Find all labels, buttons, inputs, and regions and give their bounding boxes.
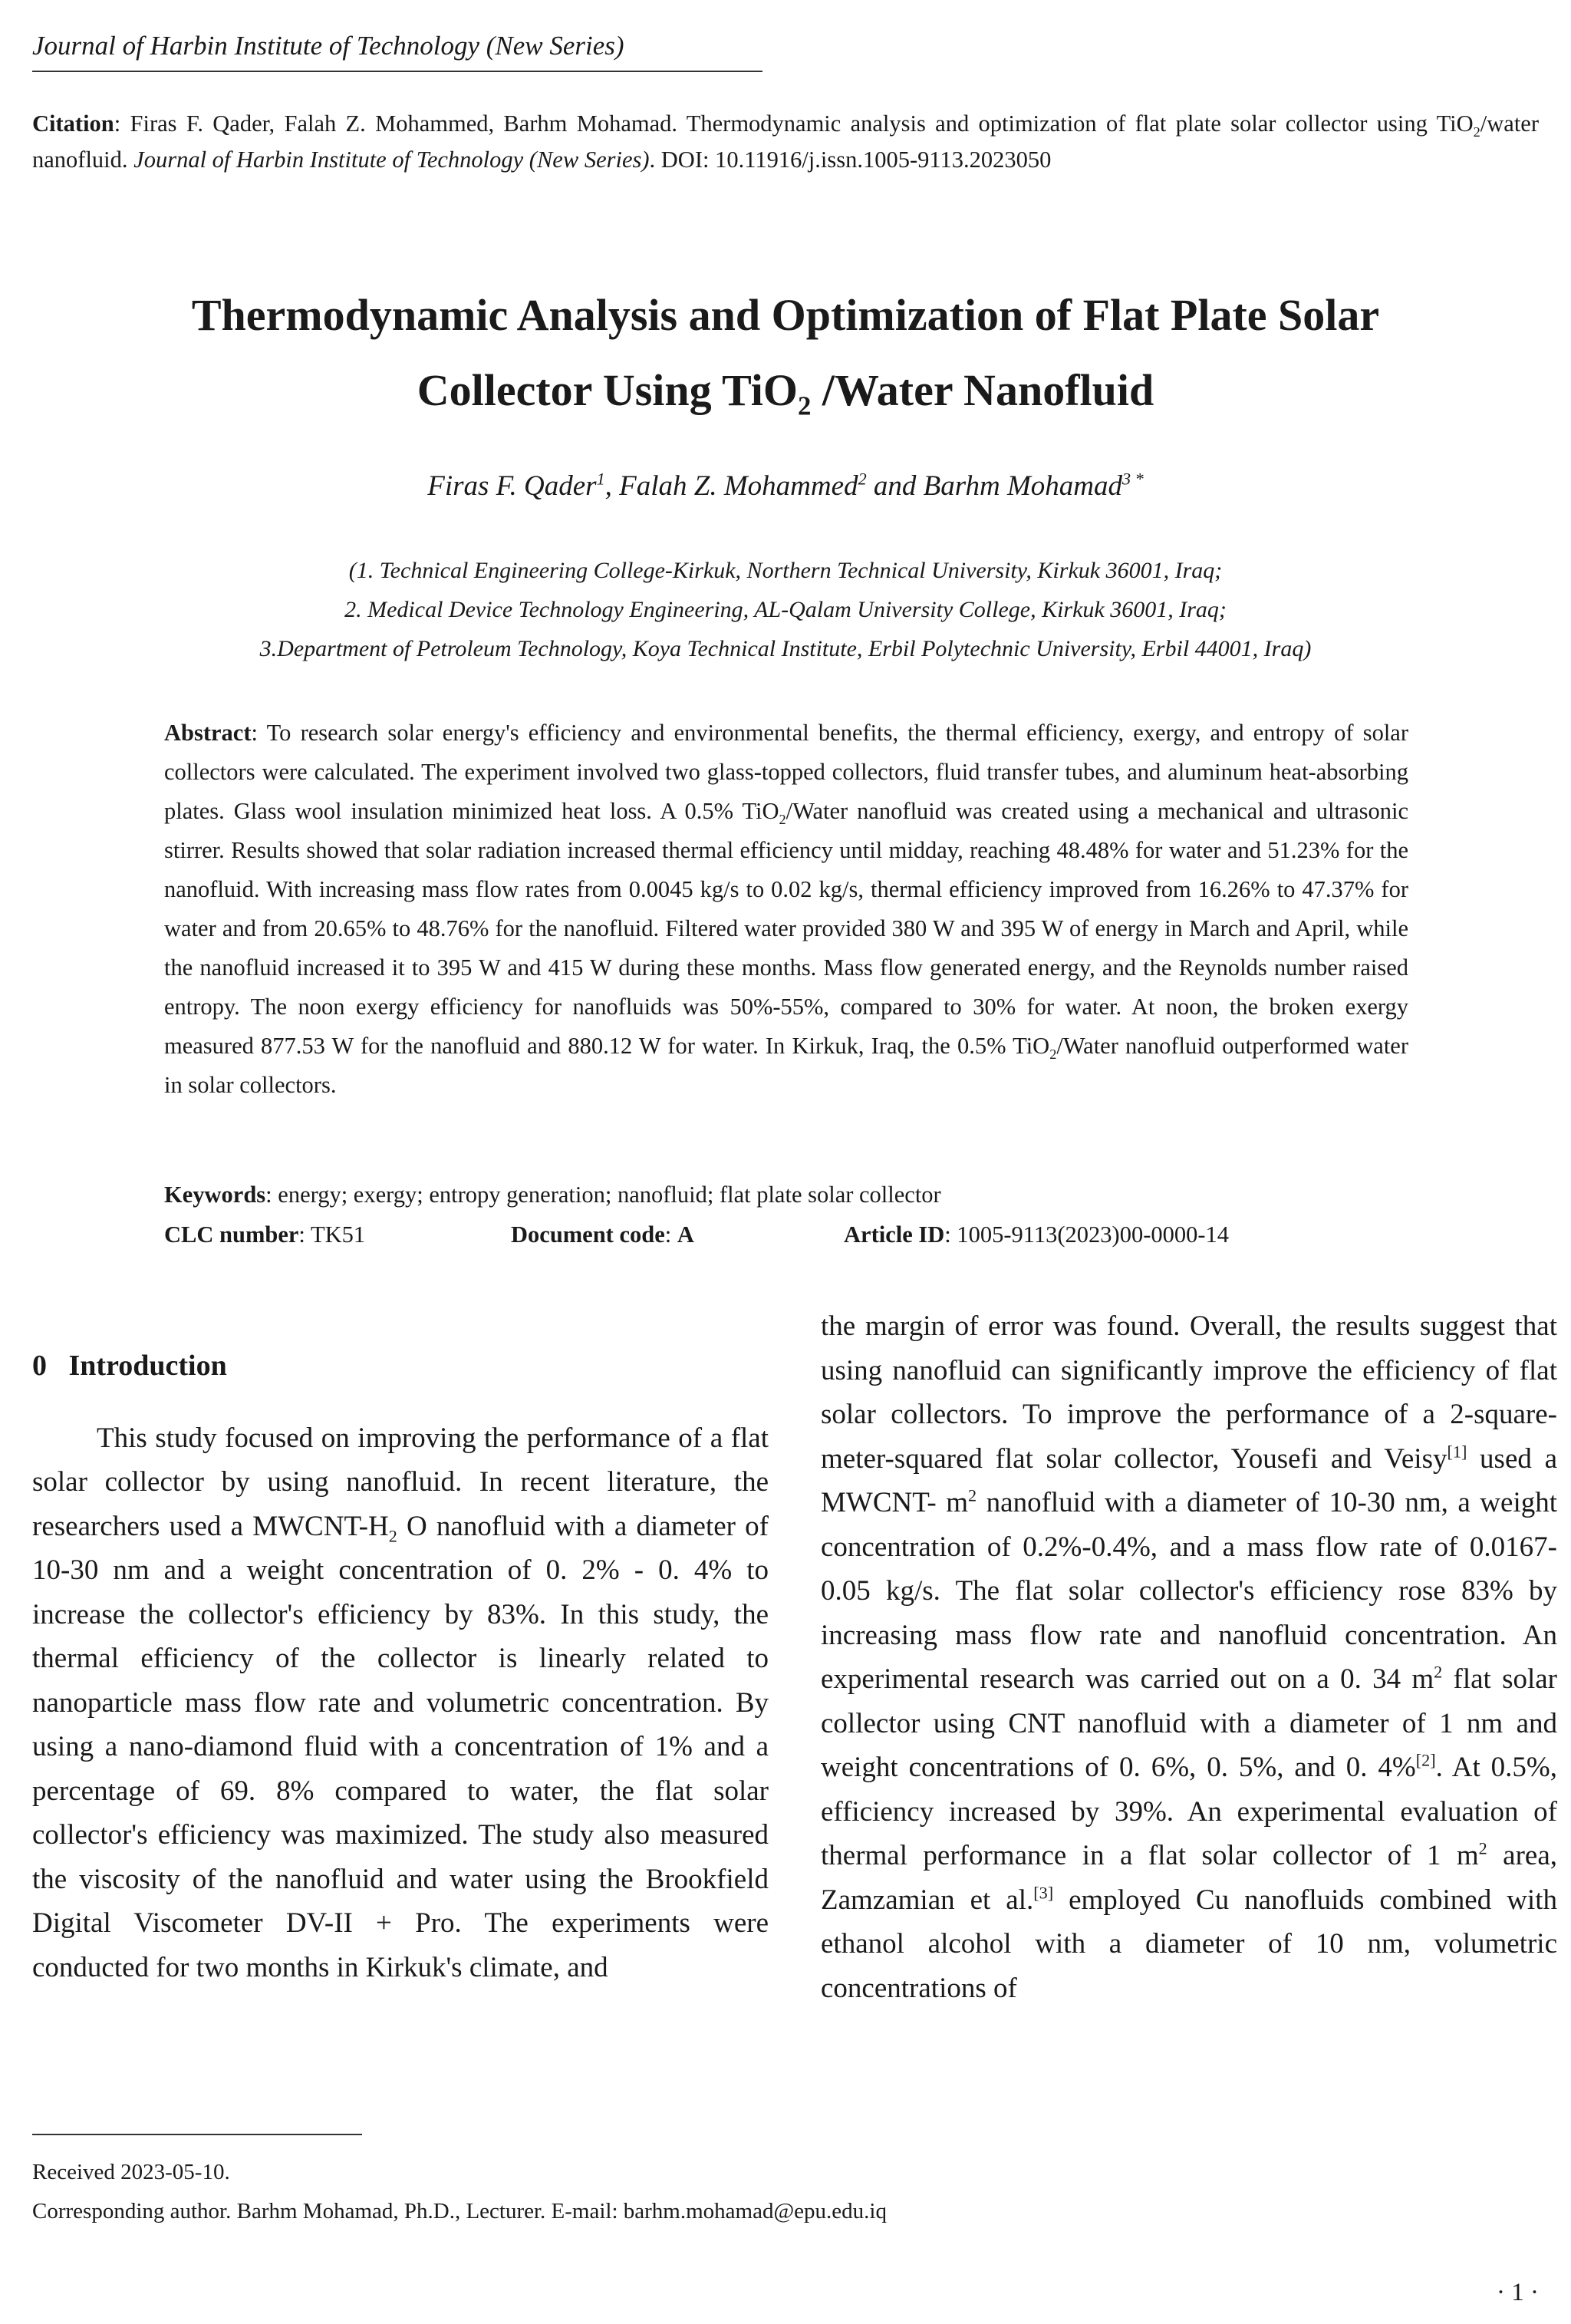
citation-ref: [3]: [1033, 1883, 1054, 1903]
author-name: Falah Z. Mohammed: [619, 470, 858, 502]
page-number: · 1 ·: [1497, 2279, 1539, 2306]
article-id: Article ID: 1005-9113(2023)00-0000-14: [844, 1221, 1230, 1248]
clc-number: CLC number: TK51: [164, 1221, 366, 1248]
author-list: Firas F. Qader$^1$, Falah Z. Mohammed$^2$ and Barhm Mohamad$^{3 *}$: [427, 469, 1144, 502]
citation-label: Citation: [32, 110, 114, 137]
corresponding-author: Corresponding author. Barhm Mohamad, Ph.D., Lecturer. E-mail: barhm.mohamad@epu.edu.iq: [32, 2199, 887, 2223]
abstract-label: Abstract: [164, 720, 252, 746]
citation-ref: [1]: [1447, 1442, 1467, 1462]
right-column: [821, 1304, 1557, 2010]
body-paragraph: This study focused on improving the performance of a flat solar collector by using nanofluid. In recent literature, the researchers used a MWCNT-$H_2$ O nanofluid with a diameter of 10-30 nm and a weight concentration of 0. 2% - 0. 4% to increase the collector's efficiency by 83%. In this study, the thermal efficiency of the collector is linearly related to nanoparticle mass flow rate and volumetric concentration. By using a nano-diamond fluid with a concentration of 1% and a percentage of 69. 8% compared to water, the flat solar collector's efficiency was maximized. The study also measured the viscosity of the nanofluid and water using the Brookfield Digital Viscometer DV-II + Pro. The experiments were conducted for two months in Kirkuk's climate, and: [32, 1422, 769, 1983]
abstract: Abstract: To research solar energy's efficiency and environmental benefits, the thermal efficiency, exergy, and entropy of solar collectors were calculated. The experiment involved two glass-topped collectors, fluid transfer tubes, and aluminum heat-absorbing plates. Glass wool insulation minimized heat loss. A 0.5% TiO$_2$/Water nanofluid was created using a mechanical and ultrasonic stirrer. Results showed that solar radiation increased thermal efficiency until midday, reaching 48.48% for water and 51.23% for the nanofluid. With increasing mass flow rates from 0.0045 kg/s to 0.02 kg/s, thermal efficiency improved from 16.26% to 47.37% for water and from 20.65% to 48.76% for the nanofluid. Filtered water provided 380 W and 395 W of energy in March and April, while the nanofluid increased it to 395 W and 415 W during these months. Mass flow generated energy, and the Reynolds number raised entropy. The noon exergy efficiency for nanofluids was 50%-55%, compared to 30% for water. At noon, the broken exergy measured 877.53 W for the nanofluid and 880.12 W for water. In Kirkuk, Iraq, the 0.5% TiO$_2$/Water nanofluid outperformed water in solar collectors.: [164, 720, 1409, 1098]
paper-page: [32, 0, 1557, 2324]
running-head: Journal of Harbin Institute of Technology (New Series): [32, 31, 624, 61]
affiliation-line: 2. Medical Device Technology Engineering, AL-Qalam University College, Kirkuk 36001, Iraq;: [344, 597, 1227, 622]
keywords: Keywords: energy; exergy; entropy generation; nanofluid; flat plate solar collector: [164, 1182, 941, 1208]
author-name: Barhm Mohamad: [923, 470, 1122, 502]
keywords-text: energy; exergy; entropy generation; nanofluid; flat plate solar collector: [278, 1182, 941, 1208]
affiliation-line: (1. Technical Engineering College-Kirkuk, Northern Technical University, Kirkuk 36001, Iraq;: [348, 558, 1223, 583]
citation: Citation: Firas F. Qader, Falah Z. Mohammed, Barhm Mohamad. Thermodynamic analysis and optimization of flat plate solar collector using TiO$_2$/water nanofluid. Journal of Harbin Institute of Technology (New Series). DOI: 10.11916/j.issn.1005-9113.2023050: [32, 110, 1540, 173]
running-head-rule: [32, 71, 762, 72]
affiliation-line: 3.Department of Petroleum Technology, Koya Technical Institute, Erbil Polytechnic University, Erbil 44001, Iraq): [259, 636, 1312, 661]
body-paragraph: the margin of error was found. Overall, the results suggest that using nanofluid can significantly improve the efficiency of flat solar collectors. To improve the performance of a 2-square-meter-squared flat solar collector, Yousefi and Veisy[1] used a MWCNT- $m^2$ nanofluid with a diameter of 10-30 nm, a weight concentration of 0.2%-0.4%, and a mass flow rate of 0.0167-0.05 kg/s. The flat solar collector's efficiency rose 83% by increasing mass flow rate and nanofluid concentration. An experimental research was carried out on a 0. 34 $m^2$ flat solar collector using CNT nanofluid with a diameter of 1 nm and weight concentrations of 0. 6%, 0. 5%, and 0. 4%[2]. At 0.5%, efficiency increased by 39%. An experimental evaluation of thermal performance in a flat solar collector of 1 $m^2$ area, Zamzamian et al.[3] employed Cu nanofluids combined with ethanol alcohol with a diameter of 10 nm, volumetric concentrations of: [821, 1310, 1557, 2004]
left-column: [32, 1304, 769, 1989]
keywords-label: Keywords: [164, 1182, 266, 1208]
author-name: Firas F. Qader: [427, 470, 597, 502]
citation-doi: . DOI: 10.11916/j.issn.1005-9113.2023050: [649, 147, 1052, 173]
citation-journal: Journal of Harbin Institute of Technology (New Series): [133, 147, 650, 173]
received-date: Received 2023-05-10.: [32, 2160, 230, 2184]
citation-text: Firas F. Qader, Falah Z. Mohammed, Barhm Mohamad. Thermodynamic analysis and optimization of flat plate solar collector using TiO: [130, 110, 1474, 137]
document-code: Document code: A: [511, 1221, 694, 1248]
paper-title: Thermodynamic Analysis and Optimization of Flat Plate Solar Collector Using TiO$_2$ /Water Nanofluid: [191, 290, 1380, 421]
citation-ref: [2]: [1415, 1750, 1436, 1770]
section-heading: 0 Introduction: [32, 1350, 227, 1382]
footnote-rule: [32, 2134, 362, 2135]
affiliations: [32, 551, 1539, 668]
footnotes: [32, 2153, 887, 2231]
